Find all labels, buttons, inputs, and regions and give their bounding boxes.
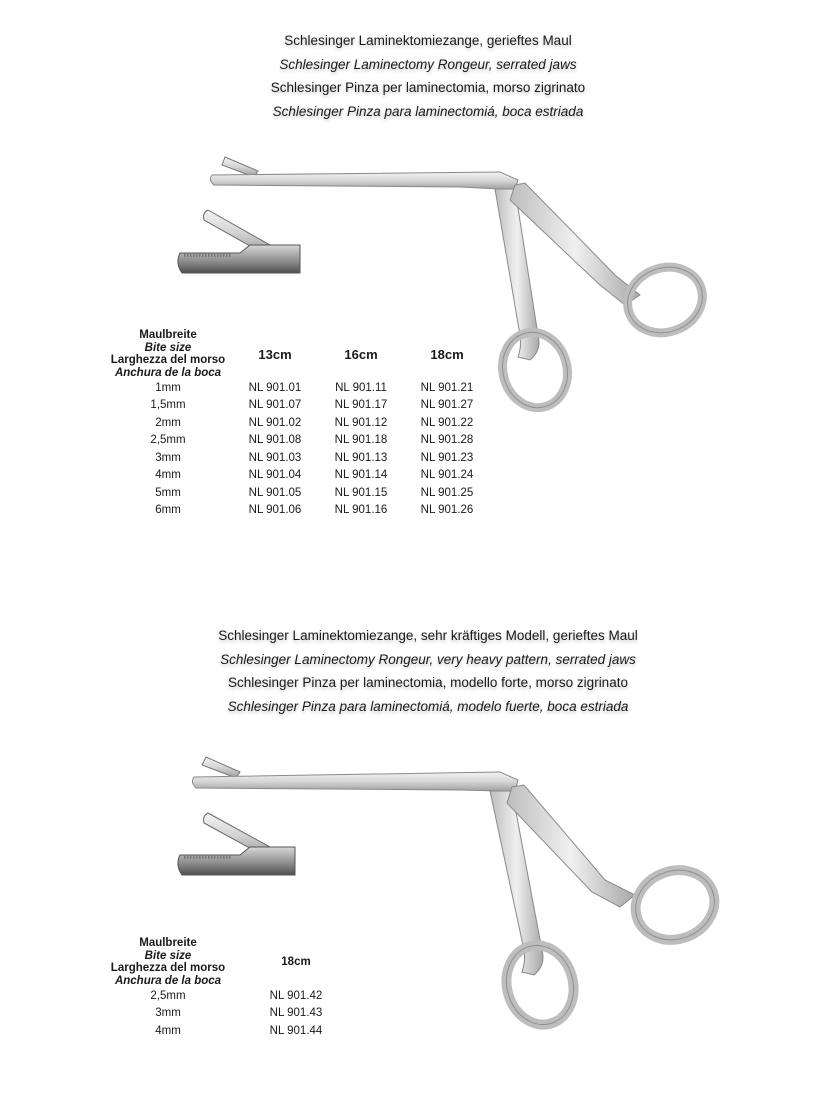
bite-size-cell: 6mm <box>155 504 181 517</box>
article-code: NL 901.24 <box>420 469 474 482</box>
column-header-18cm: 18cm <box>281 956 311 968</box>
bite-size-cell: 3mm <box>155 451 181 464</box>
header-german: Maulbreite <box>139 937 197 949</box>
article-code: NL 901.26 <box>420 504 474 517</box>
title-english: Schlesinger Laminectomy Rongeur, serrated jaws <box>279 56 577 72</box>
article-code: NL 901.05 <box>248 486 302 499</box>
table-row <box>104 484 490 502</box>
article-code: NL 901.15 <box>334 486 388 499</box>
column-header-16cm: 16cm <box>344 346 378 362</box>
bite-size-cell: 1mm <box>155 381 181 394</box>
header-english: Bite size <box>144 341 192 354</box>
article-code: NL 901.14 <box>334 469 388 482</box>
header-english: Bite size <box>144 949 192 962</box>
article-code: NL 901.13 <box>334 451 388 464</box>
table-row <box>104 379 490 397</box>
header-italian: Larghezza del morso <box>110 962 226 974</box>
table-row <box>104 467 490 485</box>
article-code: NL 901.08 <box>248 434 302 447</box>
article-code: NL 901.03 <box>248 451 302 464</box>
product-2-spec-table <box>104 937 360 1040</box>
article-code: NL 901.23 <box>420 451 474 464</box>
article-code: NL 901.21 <box>420 381 474 394</box>
bite-size-cell: 2,5mm <box>150 989 186 1002</box>
title-german: Schlesinger Laminektomiezange, sehr kräftiges Modell, gerieftes Maul <box>218 628 638 643</box>
table-row <box>104 414 490 432</box>
article-code: NL 901.16 <box>334 504 388 517</box>
bite-size-cell: 5mm <box>155 486 181 499</box>
article-code: NL 901.17 <box>334 399 388 412</box>
table-row <box>104 397 490 415</box>
title-italian: Schlesinger Pinza per laminectomia, morso zigrinato <box>270 80 586 95</box>
header-spanish: Anchura de la boca <box>114 974 222 987</box>
bite-size-cell: 2,5mm <box>150 434 186 447</box>
table-row <box>104 1022 360 1040</box>
header-german: Maulbreite <box>139 329 197 341</box>
article-code: NL 901.11 <box>335 381 387 394</box>
article-code: NL 901.02 <box>248 416 302 429</box>
article-code: NL 901.27 <box>420 399 474 412</box>
header-italian: Larghezza del morso <box>110 354 226 366</box>
bite-size-cell: 1,5mm <box>150 399 186 412</box>
article-code: NL 901.12 <box>334 416 388 429</box>
article-code: NL 901.18 <box>334 434 388 447</box>
product-2-titles <box>0 624 826 718</box>
article-code: NL 901.22 <box>420 416 474 429</box>
title-italian: Schlesinger Pinza per laminectomia, modello forte, morso zigrinato <box>228 675 628 690</box>
bite-size-cell: 4mm <box>155 1024 181 1037</box>
header-spanish: Anchura de la boca <box>114 366 222 379</box>
table-row <box>104 1005 360 1023</box>
title-spanish: Schlesinger Pinza para laminectomiá, boca estriada <box>272 103 584 119</box>
article-code: NL 901.25 <box>420 486 474 499</box>
bite-size-cell: 4mm <box>155 469 181 482</box>
article-code: NL 901.44 <box>269 1024 323 1037</box>
bite-size-header <box>104 937 232 987</box>
article-code: NL 901.07 <box>248 399 302 412</box>
table-row <box>104 432 490 450</box>
column-header-18cm: 18cm <box>430 346 464 362</box>
bite-size-header <box>104 329 232 379</box>
product-1-spec-table <box>104 329 490 519</box>
article-code: NL 901.28 <box>420 434 474 447</box>
article-code: NL 901.06 <box>248 504 302 517</box>
table-row <box>104 449 490 467</box>
article-code: NL 901.42 <box>269 989 323 1002</box>
title-spanish: Schlesinger Pinza para laminectomiá, modelo fuerte, boca estriada <box>227 698 629 714</box>
title-german: Schlesinger Laminektomiezange, gerieftes Maul <box>284 33 572 48</box>
bite-size-cell: 2mm <box>155 416 181 429</box>
column-header-13cm: 13cm <box>258 346 292 362</box>
article-code: NL 901.01 <box>248 381 302 394</box>
table-row <box>104 502 490 520</box>
title-english: Schlesinger Laminectomy Rongeur, very heavy pattern, serrated jaws <box>220 651 636 667</box>
article-code: NL 901.43 <box>269 1007 323 1020</box>
article-code: NL 901.04 <box>248 469 302 482</box>
table-row <box>104 987 360 1005</box>
bite-size-cell: 3mm <box>155 1007 181 1020</box>
product-1-titles <box>0 29 826 123</box>
